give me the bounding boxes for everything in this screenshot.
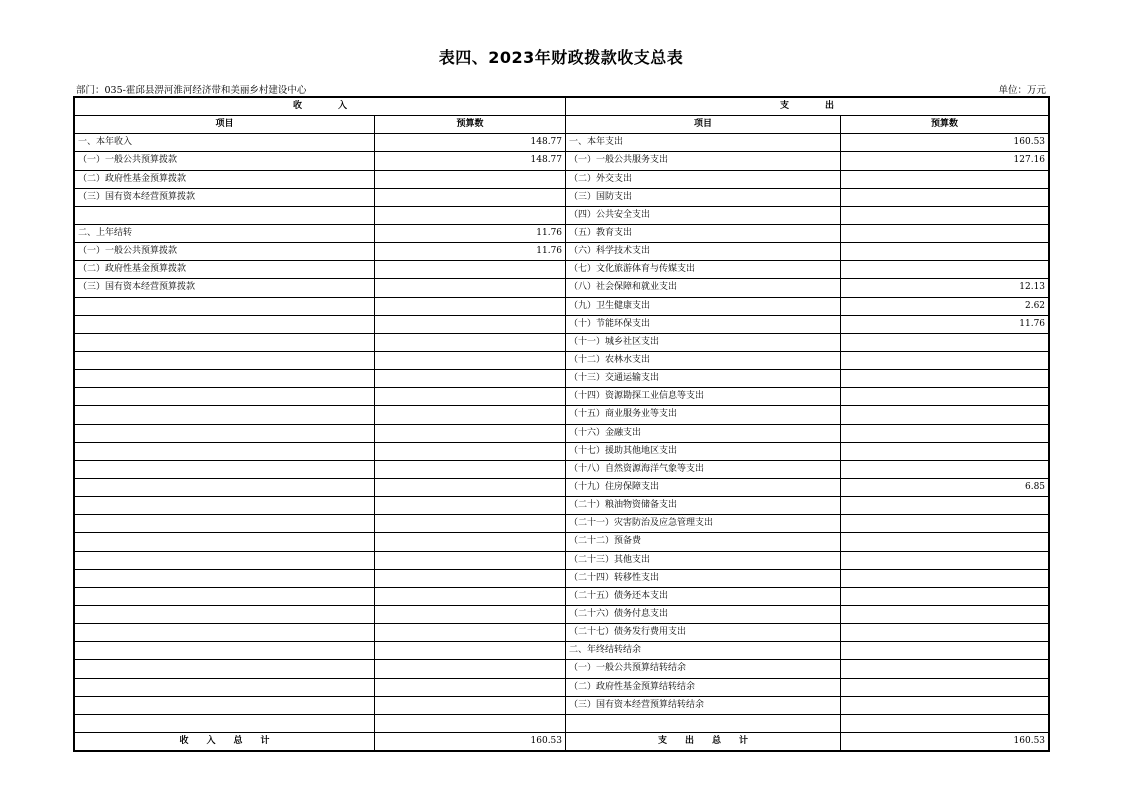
table-row bbox=[75, 714, 1049, 732]
income-budget-cell bbox=[375, 188, 566, 206]
expense-budget-cell: 11.76 bbox=[841, 315, 1049, 333]
income-budget-cell bbox=[375, 696, 566, 714]
expense-budget-cell bbox=[841, 188, 1049, 206]
income-budget-cell bbox=[375, 170, 566, 188]
table-row bbox=[75, 624, 1049, 642]
expense-budget-cell bbox=[841, 533, 1049, 551]
income-budget-cell bbox=[375, 624, 566, 642]
expense-item-cell: （八）社会保障和就业支出 bbox=[566, 279, 841, 297]
unit-label: 单位：万元 bbox=[998, 85, 1046, 96]
income-budget-cell bbox=[375, 297, 566, 315]
income-item-cell bbox=[75, 642, 375, 660]
income-item-cell bbox=[75, 714, 375, 732]
expense-budget-cell bbox=[841, 206, 1049, 224]
expense-budget-cell bbox=[841, 406, 1049, 424]
table-row bbox=[75, 678, 1049, 696]
expense-item-cell bbox=[566, 714, 841, 732]
expense-budget-cell bbox=[841, 714, 1049, 732]
table-row bbox=[75, 605, 1049, 623]
income-item-header: 项目 bbox=[75, 116, 375, 134]
expense-item-cell: （三）国有资本经营预算结转结余 bbox=[566, 696, 841, 714]
expense-budget-header: 预算数 bbox=[841, 116, 1049, 134]
income-budget-cell bbox=[375, 478, 566, 496]
expense-item-cell: （二十六）债务付息支出 bbox=[566, 605, 841, 623]
expense-budget-cell: 160.53 bbox=[841, 134, 1049, 152]
expense-item-cell: （四）公共安全支出 bbox=[566, 206, 841, 224]
expense-item-cell: （十一）城乡社区支出 bbox=[566, 333, 841, 351]
expense-item-cell: （二十）粮油物资储备支出 bbox=[566, 497, 841, 515]
budget-summary-table bbox=[74, 97, 1049, 751]
expense-budget-cell bbox=[841, 243, 1049, 261]
totals-row bbox=[75, 732, 1049, 750]
expense-item-cell: （一）一般公共预算结转结余 bbox=[566, 660, 841, 678]
expense-budget-cell bbox=[841, 642, 1049, 660]
income-budget-cell bbox=[375, 642, 566, 660]
expense-budget-cell bbox=[841, 587, 1049, 605]
income-item-cell bbox=[75, 442, 375, 460]
expense-budget-cell bbox=[841, 515, 1049, 533]
income-budget-cell bbox=[375, 678, 566, 696]
expense-item-cell: （七）文化旅游体育与传媒支出 bbox=[566, 261, 841, 279]
expense-budget-cell: 6.85 bbox=[841, 478, 1049, 496]
expense-item-cell: （三）国防支出 bbox=[566, 188, 841, 206]
table-row bbox=[75, 497, 1049, 515]
income-budget-cell bbox=[375, 388, 566, 406]
table-row bbox=[75, 406, 1049, 424]
income-budget-cell bbox=[375, 515, 566, 533]
expense-item-cell: （九）卫生健康支出 bbox=[566, 297, 841, 315]
expense-total-label: 支 出 总 计 bbox=[566, 732, 841, 750]
expense-item-cell: （十）节能环保支出 bbox=[566, 315, 841, 333]
expense-section-header: 支 出 bbox=[566, 98, 1049, 116]
table-row bbox=[75, 442, 1049, 460]
expense-budget-cell bbox=[841, 224, 1049, 242]
expense-item-header: 项目 bbox=[566, 116, 841, 134]
income-item-cell bbox=[75, 533, 375, 551]
income-item-cell: 一、本年收入 bbox=[75, 134, 375, 152]
expense-total-value: 160.53 bbox=[841, 732, 1049, 750]
income-item-cell bbox=[75, 351, 375, 369]
expense-item-cell: （二十一）灾害防治及应急管理支出 bbox=[566, 515, 841, 533]
expense-budget-cell: 12.13 bbox=[841, 279, 1049, 297]
expense-budget-cell bbox=[841, 333, 1049, 351]
expense-budget-cell bbox=[841, 660, 1049, 678]
page-title: 表四、2023年财政拨款收支总表 bbox=[438, 48, 684, 67]
table-row bbox=[75, 351, 1049, 369]
expense-budget-cell bbox=[841, 388, 1049, 406]
income-budget-cell bbox=[375, 370, 566, 388]
expense-item-cell: （一）一般公共服务支出 bbox=[566, 152, 841, 170]
section-header-row bbox=[75, 98, 1049, 116]
table-row bbox=[75, 587, 1049, 605]
department-label: 部门：035-霍邱县淠河淮河经济带和美丽乡村建设中心 bbox=[76, 85, 307, 96]
income-section-header: 收 入 bbox=[75, 98, 566, 116]
expense-item-cell: （十六）金融支出 bbox=[566, 424, 841, 442]
income-budget-cell bbox=[375, 351, 566, 369]
table-row bbox=[75, 370, 1049, 388]
income-item-cell bbox=[75, 497, 375, 515]
table-row bbox=[75, 424, 1049, 442]
expense-budget-cell bbox=[841, 460, 1049, 478]
income-budget-cell bbox=[375, 587, 566, 605]
income-item-cell bbox=[75, 406, 375, 424]
expense-item-cell: （二十二）预备费 bbox=[566, 533, 841, 551]
income-budget-cell bbox=[375, 497, 566, 515]
income-item-cell bbox=[75, 696, 375, 714]
expense-item-cell: （十四）资源勘探工业信息等支出 bbox=[566, 388, 841, 406]
expense-budget-cell bbox=[841, 696, 1049, 714]
income-budget-cell: 148.77 bbox=[375, 152, 566, 170]
income-item-cell: （三）国有资本经营预算拨款 bbox=[75, 279, 375, 297]
table-row bbox=[75, 569, 1049, 587]
table-row bbox=[75, 152, 1049, 170]
income-budget-cell bbox=[375, 460, 566, 478]
expense-item-cell: （十三）交通运输支出 bbox=[566, 370, 841, 388]
expense-budget-cell bbox=[841, 605, 1049, 623]
expense-budget-cell bbox=[841, 370, 1049, 388]
income-budget-cell bbox=[375, 315, 566, 333]
income-total-label: 收 入 总 计 bbox=[75, 732, 375, 750]
table-row bbox=[75, 333, 1049, 351]
income-item-cell: （一）一般公共预算拨款 bbox=[75, 152, 375, 170]
table-row bbox=[75, 660, 1049, 678]
income-budget-header: 预算数 bbox=[375, 116, 566, 134]
table-row bbox=[75, 515, 1049, 533]
income-item-cell bbox=[75, 660, 375, 678]
table-row bbox=[75, 279, 1049, 297]
table-row bbox=[75, 388, 1049, 406]
income-item-cell bbox=[75, 587, 375, 605]
column-header-row bbox=[75, 116, 1049, 134]
income-item-cell bbox=[75, 370, 375, 388]
expense-item-cell: （二）政府性基金预算结转结余 bbox=[566, 678, 841, 696]
income-item-cell bbox=[75, 297, 375, 315]
income-item-cell bbox=[75, 605, 375, 623]
expense-budget-cell: 127.16 bbox=[841, 152, 1049, 170]
income-item-cell: （一）一般公共预算拨款 bbox=[75, 243, 375, 261]
expense-budget-cell: 2.62 bbox=[841, 297, 1049, 315]
income-item-cell: （二）政府性基金预算拨款 bbox=[75, 170, 375, 188]
income-budget-cell bbox=[375, 569, 566, 587]
table-row bbox=[75, 315, 1049, 333]
income-budget-cell: 148.77 bbox=[375, 134, 566, 152]
table-row bbox=[75, 533, 1049, 551]
income-budget-cell bbox=[375, 206, 566, 224]
expense-item-cell: 一、本年支出 bbox=[566, 134, 841, 152]
income-item-cell bbox=[75, 315, 375, 333]
table-row bbox=[75, 478, 1049, 496]
table-row bbox=[75, 188, 1049, 206]
expense-item-cell: （五）教育支出 bbox=[566, 224, 841, 242]
expense-budget-cell bbox=[841, 351, 1049, 369]
income-budget-cell bbox=[375, 714, 566, 732]
expense-budget-cell bbox=[841, 170, 1049, 188]
income-budget-cell bbox=[375, 605, 566, 623]
table-row bbox=[75, 696, 1049, 714]
income-budget-cell bbox=[375, 279, 566, 297]
income-budget-cell bbox=[375, 533, 566, 551]
income-budget-cell bbox=[375, 424, 566, 442]
income-item-cell bbox=[75, 478, 375, 496]
table-row bbox=[75, 642, 1049, 660]
expense-item-cell: （十五）商业服务业等支出 bbox=[566, 406, 841, 424]
table-row bbox=[75, 206, 1049, 224]
income-item-cell: （二）政府性基金预算拨款 bbox=[75, 261, 375, 279]
expense-budget-cell bbox=[841, 569, 1049, 587]
income-total-value: 160.53 bbox=[375, 732, 566, 750]
income-item-cell bbox=[75, 551, 375, 569]
income-item-cell bbox=[75, 388, 375, 406]
income-budget-cell bbox=[375, 406, 566, 424]
table-row bbox=[75, 261, 1049, 279]
expense-item-cell: （二）外交支出 bbox=[566, 170, 841, 188]
table-row bbox=[75, 551, 1049, 569]
income-item-cell bbox=[75, 569, 375, 587]
income-budget-cell bbox=[375, 333, 566, 351]
expense-budget-cell bbox=[841, 442, 1049, 460]
expense-budget-cell bbox=[841, 424, 1049, 442]
income-item-cell: 二、上年结转 bbox=[75, 224, 375, 242]
table-row bbox=[75, 243, 1049, 261]
expense-item-cell: （六）科学技术支出 bbox=[566, 243, 841, 261]
income-budget-cell bbox=[375, 551, 566, 569]
expense-budget-cell bbox=[841, 678, 1049, 696]
expense-item-cell: （二十三）其他支出 bbox=[566, 551, 841, 569]
expense-budget-cell bbox=[841, 551, 1049, 569]
income-item-cell bbox=[75, 206, 375, 224]
expense-item-cell: （十二）农林水支出 bbox=[566, 351, 841, 369]
income-item-cell bbox=[75, 624, 375, 642]
expense-item-cell: （二十四）转移性支出 bbox=[566, 569, 841, 587]
table-row bbox=[75, 460, 1049, 478]
income-budget-cell: 11.76 bbox=[375, 224, 566, 242]
expense-budget-cell bbox=[841, 497, 1049, 515]
income-item-cell bbox=[75, 333, 375, 351]
income-item-cell bbox=[75, 460, 375, 478]
expense-item-cell: （十八）自然资源海洋气象等支出 bbox=[566, 460, 841, 478]
expense-item-cell: （十九）住房保障支出 bbox=[566, 478, 841, 496]
table-row bbox=[75, 134, 1049, 152]
expense-budget-cell bbox=[841, 624, 1049, 642]
table-row bbox=[75, 170, 1049, 188]
income-budget-cell: 11.76 bbox=[375, 243, 566, 261]
income-budget-cell bbox=[375, 660, 566, 678]
table-row bbox=[75, 297, 1049, 315]
expense-item-cell: （二十七）债务发行费用支出 bbox=[566, 624, 841, 642]
income-item-cell bbox=[75, 678, 375, 696]
income-item-cell bbox=[75, 424, 375, 442]
income-budget-cell bbox=[375, 442, 566, 460]
table-row bbox=[75, 224, 1049, 242]
expense-budget-cell bbox=[841, 261, 1049, 279]
income-item-cell bbox=[75, 515, 375, 533]
expense-item-cell: 二、年终结转结余 bbox=[566, 642, 841, 660]
income-item-cell: （三）国有资本经营预算拨款 bbox=[75, 188, 375, 206]
income-budget-cell bbox=[375, 261, 566, 279]
expense-item-cell: （十七）援助其他地区支出 bbox=[566, 442, 841, 460]
expense-item-cell: （二十五）债务还本支出 bbox=[566, 587, 841, 605]
